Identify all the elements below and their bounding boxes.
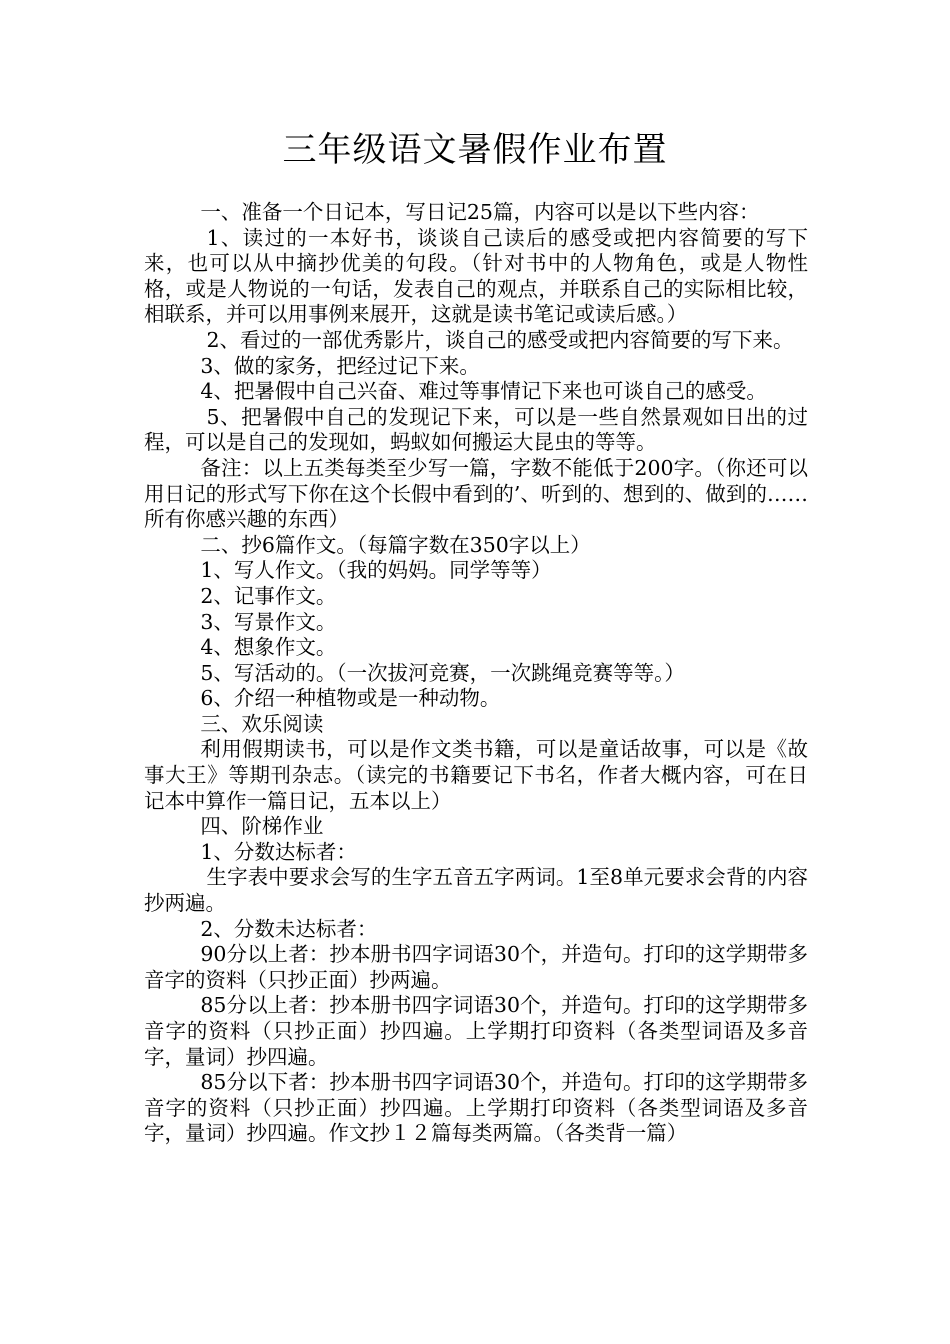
diary-topic-3: 3、做的家务，把经过记下来。 [200, 353, 480, 378]
essay-type-2: 2、记事作文。 [200, 583, 337, 608]
tier-achieved-heading: 1、分数达标者： [200, 839, 357, 864]
essay-type-6: 6、介绍一种植物或是一种动物。 [200, 686, 501, 711]
diary-topic-2: 2、看过的一部优秀影片，谈自己的感受或把内容简要的写下来。 [206, 327, 794, 352]
diary-topic-4: 4、把暑假中自己兴奋、难过等事情记下来也可谈自己的感受。 [200, 379, 767, 404]
essay-type-1: 1、写人作文。（我的妈妈。同学等等） [200, 558, 552, 583]
tier-90-plus-task: 90分以上者：抄本册书四字词语30个，并造句。打印的这学期带多音字的资料（只抄正面）抄两遍。 [144, 942, 808, 992]
section-4-heading: 四、阶梯作业 [200, 814, 324, 839]
section-1-heading: 一、准备一个日记本，写日记25篇，内容可以是以下些内容： [200, 200, 760, 224]
tier-85-plus-task: 85分以上者：抄本册书四字词语30个，并造句。打印的这学期带多音字的资料（只抄正面）抄四遍。上学期打印资料（各类型词语及多音字，量词）抄四遍。 [144, 993, 808, 1069]
section-3-heading: 三、欢乐阅读 [200, 711, 324, 736]
diary-topic-1: 1、读过的一本好书，谈谈自己读后的感受或把内容简要的写下来，也可以从中摘抄优美的句段。（针对书中的人物角色，或是人物性格，或是人物说的一句话，发表自己的观点，并联系自己的实际相比较，相联系，并可以用事例来展开，这就是读书笔记或读后感。） [144, 225, 808, 327]
tier-not-achieved-heading: 2、分数未达标者： [200, 916, 378, 941]
diary-topic-5: 5、把暑假中自己的发现记下来，可以是一些自然景观如日出的过程，可以是自己的发现如，蚂蚁如何搬运大昆虫的等等。 [144, 404, 808, 455]
tier-achieved-task: 生字表中要求会写的生字五音五字两词。1至8单元要求会背的内容抄两遍。 [144, 865, 808, 916]
document-title: 三年级语文暑假作业布置 [282, 130, 668, 170]
reading-description: 利用假期读书，可以是作文类书籍，可以是童话故事，可以是《故事大王》等期刊杂志。（读完的书籍要记下书名，作者大概内容，可在日记本中算作一篇日记，五本以上） [144, 737, 808, 813]
document-body [144, 200, 808, 1147]
essay-type-3: 3、写景作文。 [200, 609, 337, 634]
tier-below-85-task: 85分以下者：抄本册书四字词语30个，并造句。打印的这学期带多音字的资料（只抄正面）抄四遍。上学期打印资料（各类型词语及多音字，量词）抄四遍。作文抄１２篇每类两篇。（各类背一篇） [144, 1070, 808, 1146]
essay-type-4: 4、想象作文。 [200, 635, 337, 660]
diary-note: 备注：以上五类每类至少写一篇，字数不能低于200字。（你还可以用日记的形式写下你在这个长假中看到的’、听到的、想到的、做到的……所有你感兴趣的东西） [144, 455, 808, 532]
essay-type-5: 5、写活动的。（一次拔河竞赛，一次跳绳竞赛等等。） [200, 660, 685, 685]
section-2-heading: 二、抄6篇作文。（每篇字数在350字以上） [200, 532, 591, 557]
